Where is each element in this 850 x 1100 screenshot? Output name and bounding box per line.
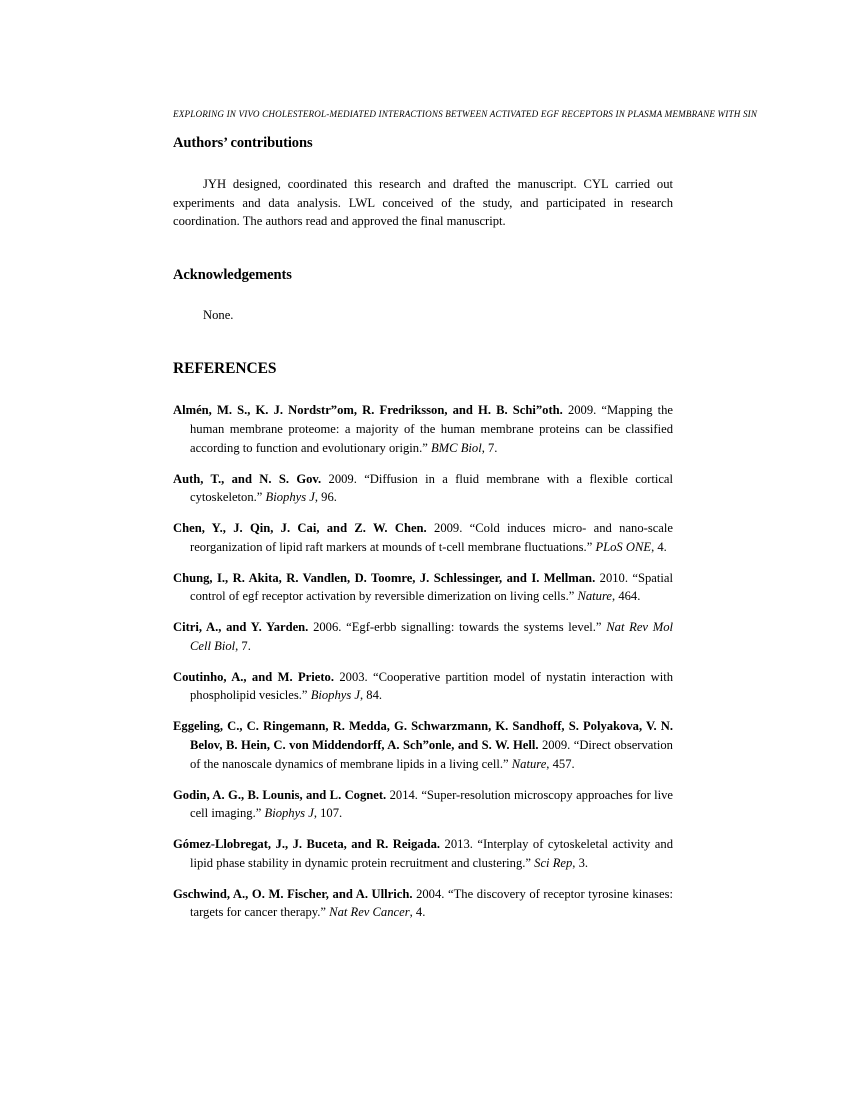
reference-title: “Spatial control of egf receptor activation by reversible dimerization on living cells.” [190, 570, 673, 604]
reference-journal: Biophys J [265, 490, 315, 505]
reference-title: “The discovery of receptor tyrosine kinases: targets for cancer therapy.” [190, 886, 673, 920]
spacer [173, 324, 673, 360]
spacer [173, 378, 673, 401]
authors-contributions-paragraph: JYH designed, coordinated this research and drafted the manuscript. CYL carried out experiments and data analysis. LWL conceived of the study, and participated in research coordination. The authors read and approved the final manuscript. [173, 177, 673, 229]
reference-authors: Chen, Y., J. Qin, J. Cai, and Z. W. Chen. [173, 521, 427, 536]
reference-journal: Biophys J [310, 688, 360, 703]
reference-authors: Eggeling, C., C. Ringemann, R. Medda, G. Schwarzmann, K. Sandhoff, S. Polyakova, V. N. Belov, B. Hein, C. von Middendorff, A. Sch”onle, and S. W. Hell. [173, 719, 673, 753]
reference-journal: Nature [511, 756, 547, 771]
acknowledgements-paragraph: None. [203, 307, 234, 322]
reference-volume: , 4. [651, 539, 667, 554]
reference-journal: Nat Rev Mol Cell Biol [190, 620, 674, 653]
reference-authors: Citri, A., and Y. Yarden. [173, 620, 309, 635]
reference-volume: , 4. [409, 905, 426, 920]
reference-authors: Coutinho, A., and M. Prieto. [173, 669, 334, 684]
spacer [173, 152, 673, 175]
reference-title: “Cooperative partition model of nystatin interaction with phospholipid vesicles.” [190, 669, 674, 703]
reference-entry [173, 668, 673, 705]
reference-entry [173, 717, 673, 773]
reference-authors: Almén, M. S., K. J. Nordstr”om, R. Fredriksson, and H. B. Schi”oth. [173, 403, 563, 418]
reference-authors: Gómez-Llobregat, J., J. Buceta, and R. Reigada. [173, 837, 441, 852]
reference-volume: , 464. [612, 589, 641, 604]
reference-title: “Super-resolution microscopy approaches for live cell imaging.” [190, 787, 674, 821]
reference-authors: Godin, A. G., B. Lounis, and L. Cognet. [173, 787, 387, 802]
spacer [173, 284, 673, 306]
acknowledgements-heading: Acknowledgements [173, 266, 292, 283]
reference-year: 2006. [313, 620, 342, 635]
reference-year: 2009. [328, 471, 357, 486]
reference-entry [173, 618, 673, 655]
text-column [173, 134, 673, 922]
reference-title: “Egf-erbb signalling: towards the systems level.” [346, 620, 602, 635]
reference-list [173, 401, 673, 922]
reference-volume: , 7. [235, 638, 251, 653]
reference-entry [173, 519, 673, 556]
reference-journal: Nature [577, 589, 613, 604]
reference-journal: PLoS ONE [595, 539, 652, 554]
reference-year: 2003. [339, 669, 368, 684]
reference-entry [173, 786, 673, 823]
reference-volume: , 84. [360, 688, 383, 703]
reference-authors: Auth, T., and N. S. Gov. [173, 471, 322, 486]
reference-volume: , 107. [313, 806, 343, 821]
reference-entry [173, 569, 673, 606]
reference-year: 2009. [434, 521, 463, 536]
reference-volume: , 457. [546, 756, 575, 771]
running-head: EXPLORING IN VIVO CHOLESTEROL-MEDIATED INTERACTIONS BETWEEN ACTIVATED EGF RECEPTORS IN PLASMA MEMBRANE WITH SIN [173, 109, 758, 119]
reference-journal: Biophys J [264, 806, 314, 821]
reference-journal: Nat Rev Cancer [329, 905, 410, 920]
reference-year: 2009. [541, 738, 571, 753]
reference-entry [173, 401, 673, 457]
reference-title: “Mapping the human membrane proteome: a majority of the human membrane proteins can be classified according to function and evolutionary origin.” [190, 403, 673, 455]
reference-year: 2009. [567, 403, 597, 418]
reference-journal: Sci Rep [534, 855, 573, 870]
reference-title: “Direct observation of the nanoscale dynamics of membrane lipids in a living cell.” [190, 738, 673, 771]
reference-authors: Gschwind, A., O. M. Fischer, and A. Ullrich. [173, 886, 413, 901]
reference-title: “Diffusion in a fluid membrane with a flexible cortical cytoskeleton.” [190, 471, 674, 505]
reference-title: “Cold induces micro- and nano-scale reorganization of lipid raft markers at mounds of t-cell membrane fluctuations.” [190, 521, 673, 554]
reference-year: 2013. [444, 837, 473, 852]
reference-volume: , 96. [314, 490, 337, 505]
reference-entry [173, 885, 673, 922]
reference-volume: , 7. [481, 440, 498, 455]
reference-title: “Interplay of cytoskeletal activity and lipid phase stability in dynamic protein recruitment and clustering.” [190, 837, 673, 870]
references-heading: REFERENCES [173, 360, 277, 378]
reference-authors: Chung, I., R. Akita, R. Vandlen, D. Toomre, J. Schlessinger, and I. Mellman. [173, 570, 596, 585]
reference-year: 2004. [416, 886, 445, 901]
reference-year: 2010. [599, 570, 628, 585]
reference-entry [173, 470, 673, 507]
reference-volume: , 3. [572, 855, 589, 870]
spacer [173, 231, 673, 266]
reference-journal: BMC Biol [430, 440, 482, 455]
authors-contributions-heading: Authors’ contributions [173, 135, 313, 151]
reference-year: 2014. [389, 787, 418, 802]
reference-entry [173, 835, 673, 872]
